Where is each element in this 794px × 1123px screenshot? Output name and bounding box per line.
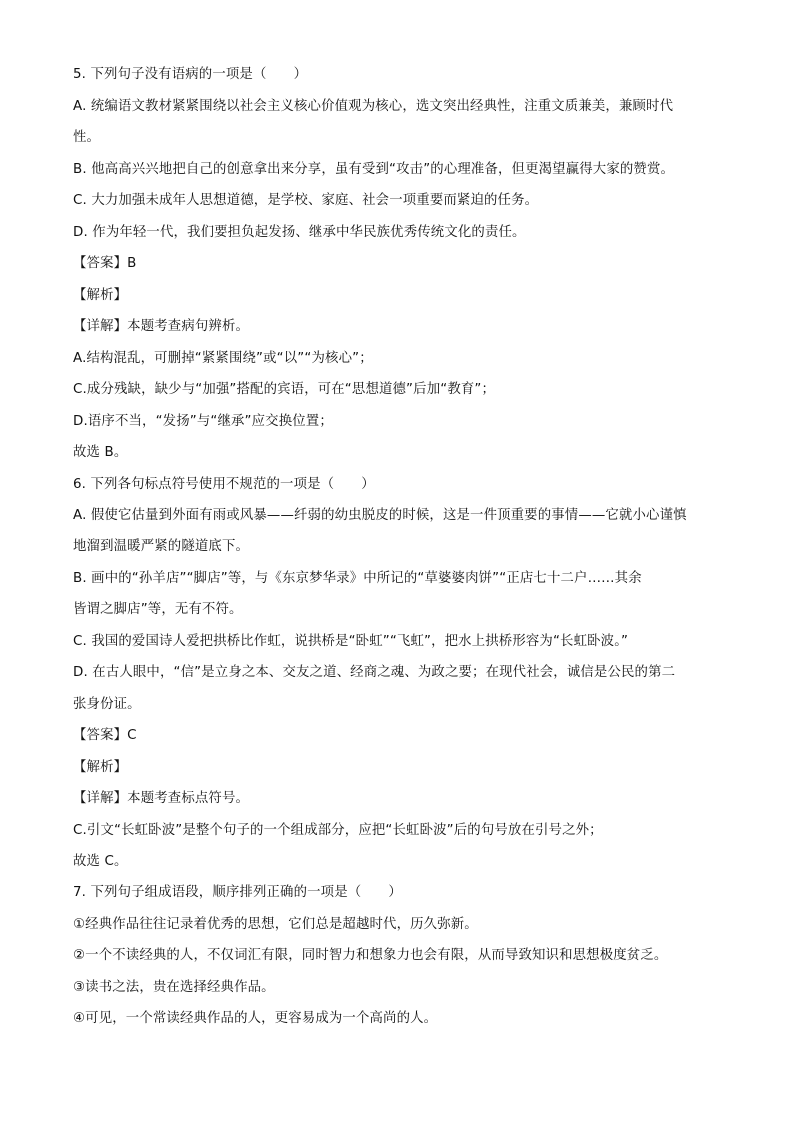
q5-analysis-label: 【解析】 <box>73 288 128 303</box>
q5-option-d: D. 作为年轻一代，我们要担负起发扬、继承中华民族优秀传统文化的责任。 <box>73 225 526 240</box>
q5-option-c: C. 大力加强未成年人思想道德，是学校、家庭、社会一项重要而紧迫的任务。 <box>73 193 539 208</box>
q7-sentence-2: ②一个不读经典的人，不仅词汇有限，同时智力和想象力也会有限，从而导致知识和思想极度贫乏。 <box>73 948 668 963</box>
q5-explanation-c: C.成分残缺，缺少与“加强”搭配的宾语，可在“思想道德”后加“教育”； <box>73 382 496 397</box>
q7-sentence-1: ①经典作品往往记录着优秀的思想，它们总是超越时代，历久弥新。 <box>73 917 478 932</box>
q5-detail: 【详解】本题考查病句辨析。 <box>73 319 250 334</box>
q6-option-d: D. 在古人眼中，“信”是立身之本、交友之道、经商之魂、为政之要；在现代社会，诚信是公民的第二 <box>73 665 676 680</box>
q6-detail: 【详解】本题考查标点符号。 <box>73 791 250 806</box>
q5-answer: 【答案】B <box>73 256 137 271</box>
q7-sentence-4: ④可见，一个常读经典作品的人，更容易成为一个高尚的人。 <box>73 1011 438 1026</box>
q7-sentence-3: ③读书之法，贵在选择经典作品。 <box>73 980 275 995</box>
q6-explanation-c: C.引文“长虹卧波”是整个句子的一个组成部分，应把“长虹卧波”后的句号放在引号之外； <box>73 823 603 838</box>
q5-choose: 故选 B。 <box>73 445 128 460</box>
q7-stem: 7. 下列句子组成语段，顺序排列正确的一项是（ ） <box>73 885 402 900</box>
q6-analysis-label: 【解析】 <box>73 760 128 775</box>
q6-option-d-cont: 张身份证。 <box>73 697 141 712</box>
q6-option-a: A. 假使它估量到外面有雨或风暴——纤弱的幼虫脱皮的时候，这是一件顶重要的事情——它就小心谨慎 <box>73 508 687 523</box>
q5-option-a-cont: 性。 <box>73 130 101 145</box>
q5-stem: 5. 下列句子没有语病的一项是（ ） <box>73 67 308 82</box>
q5-explanation-d: D.语序不当，“发扬”与“继承”应交换位置； <box>73 414 333 429</box>
q6-option-b: B. 画中的“孙羊店”“脚店”等，与《东京梦华录》中所记的“草婆婆肉饼”“正店七十二户……其余 <box>73 571 642 586</box>
q6-answer: 【答案】C <box>73 728 137 743</box>
q6-stem: 6. 下列各句标点符号使用不规范的一项是（ ） <box>73 477 375 492</box>
q6-choose: 故选 C。 <box>73 854 128 869</box>
q5-option-a: A. 统编语文教材紧紧围绕以社会主义核心价值观为核心，选文突出经典性，注重文质兼美，兼顾时代 <box>73 99 674 114</box>
q6-option-b-cont: 皆谓之脚店”等，无有不符。 <box>73 602 243 617</box>
q6-option-a-cont: 地溜到温暖严紧的隧道底下。 <box>73 539 250 554</box>
q6-option-c: C. 我国的爱国诗人爱把拱桥比作虹，说拱桥是“卧虹”“飞虹”，把水上拱桥形容为“长虹卧波。” <box>73 634 629 649</box>
q5-option-b: B. 他高高兴兴地把自己的创意拿出来分享，虽有受到“攻击”的心理准备，但更渴望赢得大家的赞赏。 <box>73 162 675 177</box>
q5-explanation-a: A.结构混乱，可删掉“紧紧围绕”或“以”“为核心”； <box>73 351 373 366</box>
